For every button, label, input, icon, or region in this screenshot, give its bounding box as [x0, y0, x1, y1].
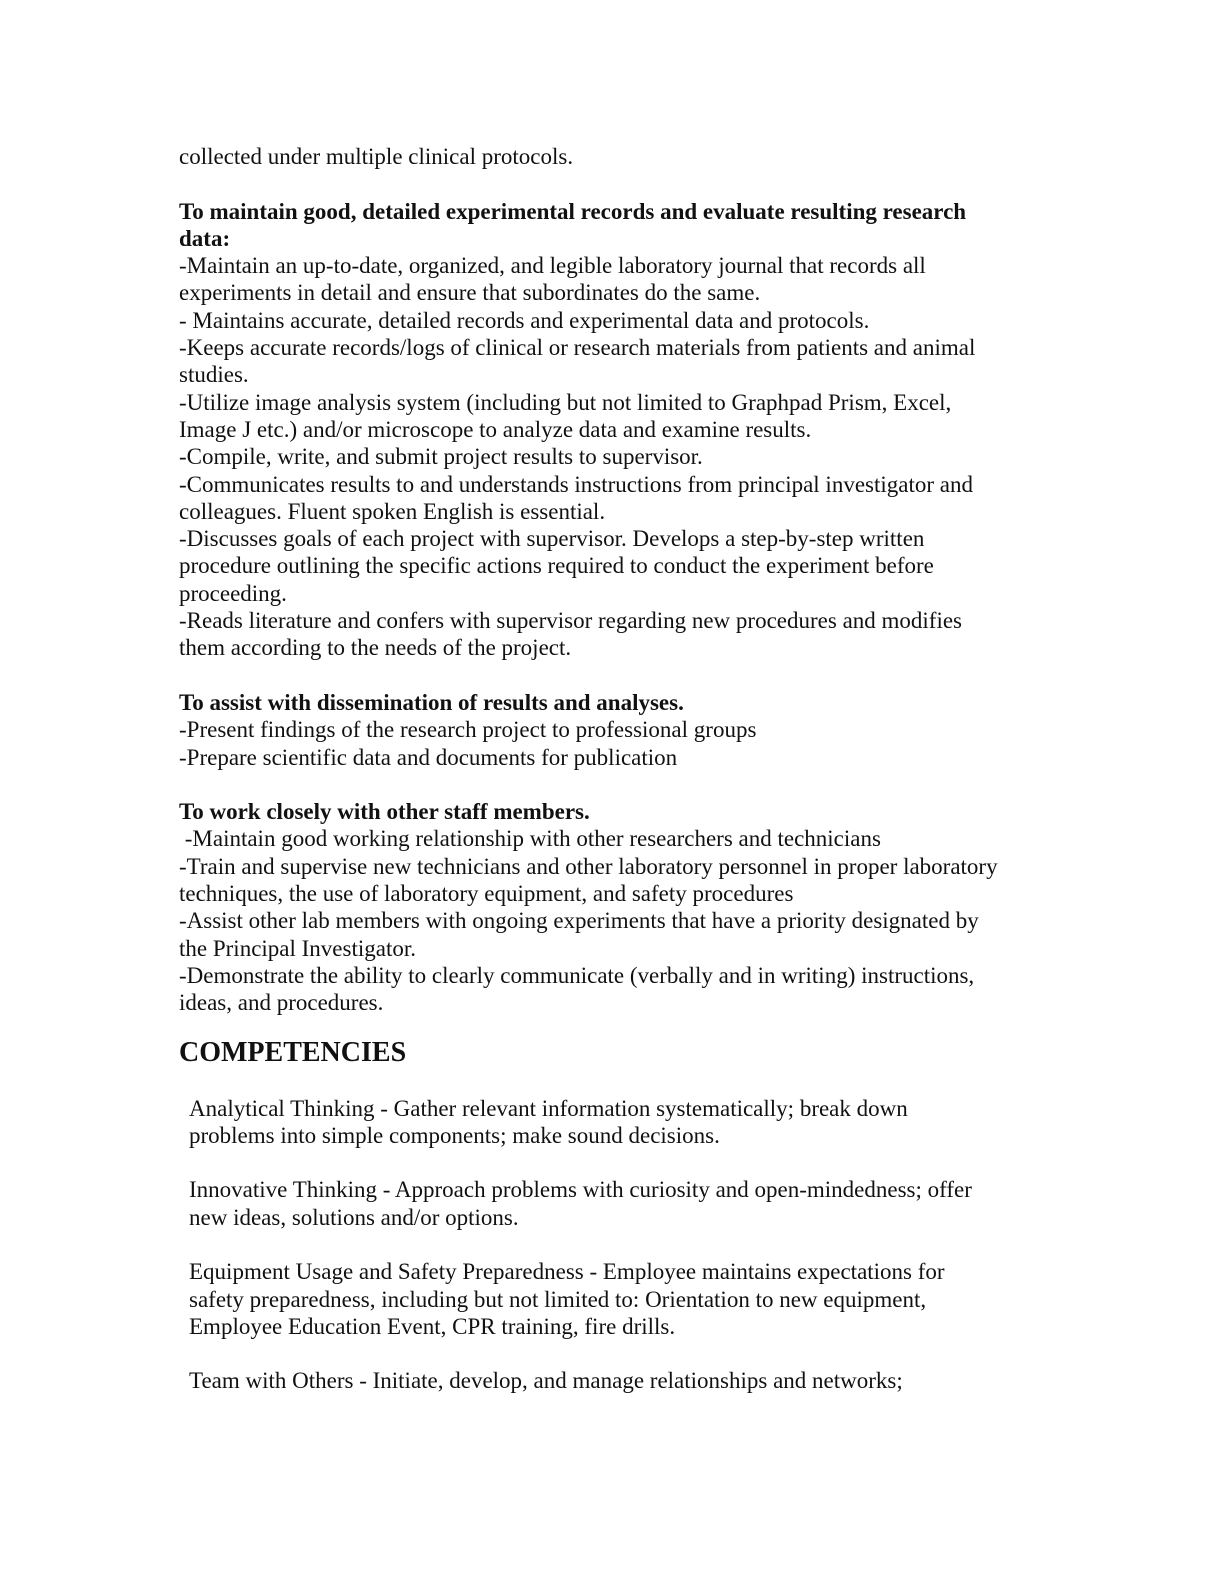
body-line: -Demonstrate the ability to clearly communicate (verbally and in writing) instructions,: [179, 962, 975, 988]
body-line: -Present findings of the research project to professional groups: [179, 717, 757, 743]
competencies-list: [179, 1095, 1049, 1395]
spacer: [179, 771, 1049, 798]
intro-line: collected under multiple clinical protocols.: [179, 144, 574, 169]
body-line: - Maintains accurate, detailed records and experimental data and protocols.: [179, 307, 870, 333]
competency-line: problems into simple components; make sound decisions.: [189, 1122, 720, 1148]
spacer: [179, 662, 1049, 689]
competency-line: Employee Education Event, CPR training, fire drills.: [189, 1313, 676, 1339]
body-line: -Reads literature and confers with supervisor regarding new procedures and modifies: [179, 608, 963, 634]
body-line: -Train and supervise new technicians and other laboratory personnel in proper laboratory: [179, 853, 998, 879]
body-line: studies.: [179, 362, 249, 388]
competency-line: new ideas, solutions and/or options.: [189, 1204, 519, 1230]
body-line: colleagues. Fluent spoken English is essential.: [179, 498, 606, 524]
competency-item: [189, 1258, 1049, 1340]
body-line: -Assist other lab members with ongoing experiments that have a priority designated by: [179, 908, 979, 934]
body-line: -Maintain an up-to-date, organized, and legible laboratory journal that records all: [179, 253, 926, 279]
competencies-title: COMPETENCIES: [179, 1036, 407, 1068]
body-line: proceeding.: [179, 580, 287, 606]
section-heading: To work closely with other staff members.: [179, 799, 590, 825]
body-line: -Prepare scientific data and documents for publication: [179, 744, 678, 770]
body-line: -Maintain good working relationship with other researchers and technicians: [179, 826, 881, 852]
section-heading: To maintain good, detailed experimental records and evaluate resulting research: [179, 198, 967, 224]
body-line: ideas, and procedures.: [179, 990, 384, 1016]
body-line: techniques, the use of laboratory equipment, and safety procedures: [179, 881, 794, 907]
spacer: [179, 170, 1049, 197]
competency-item: [189, 1176, 1049, 1231]
body-line: procedure outlining the specific actions required to conduct the experiment before: [179, 553, 934, 579]
section-staff: [179, 798, 1049, 1016]
body-line: the Principal Investigator.: [179, 935, 416, 961]
document-page: [179, 143, 1049, 1395]
body-line: -Keeps accurate records/logs of clinical or research materials from patients and animal: [179, 335, 976, 361]
body-line: -Utilize image analysis system (including but not limited to Graphpad Prism, Excel,: [179, 389, 952, 415]
body-line: them according to the needs of the project.: [179, 635, 572, 661]
body-line: Image J etc.) and/or microscope to analyze data and examine results.: [179, 416, 812, 442]
body-line: -Compile, write, and submit project results to supervisor.: [179, 444, 703, 470]
competency-line: Equipment Usage and Safety Preparedness - Employee maintains expectations for: [189, 1259, 945, 1285]
competency-item: [189, 1367, 1049, 1394]
section-heading: data:: [179, 225, 231, 251]
competency-line: Innovative Thinking - Approach problems with curiosity and open-mindedness; offer: [189, 1177, 972, 1203]
body-line: experiments in detail and ensure that subordinates do the same.: [179, 280, 761, 306]
competency-line: safety preparedness, including but not limited to: Orientation to new equipment,: [189, 1286, 927, 1312]
body-line: -Discusses goals of each project with supervisor. Develops a step-by-step written: [179, 526, 925, 552]
competency-line: Analytical Thinking - Gather relevant information systematically; break down: [189, 1095, 908, 1121]
competency-item: [189, 1095, 1049, 1150]
section-records: [179, 198, 1049, 662]
body-line: -Communicates results to and understands instructions from principal investigator and: [179, 471, 973, 497]
section-dissemination: [179, 689, 1049, 771]
competency-line: Team with Others - Initiate, develop, and manage relationships and networks;: [189, 1368, 903, 1394]
section-heading: To assist with dissemination of results and analyses.: [179, 689, 684, 715]
